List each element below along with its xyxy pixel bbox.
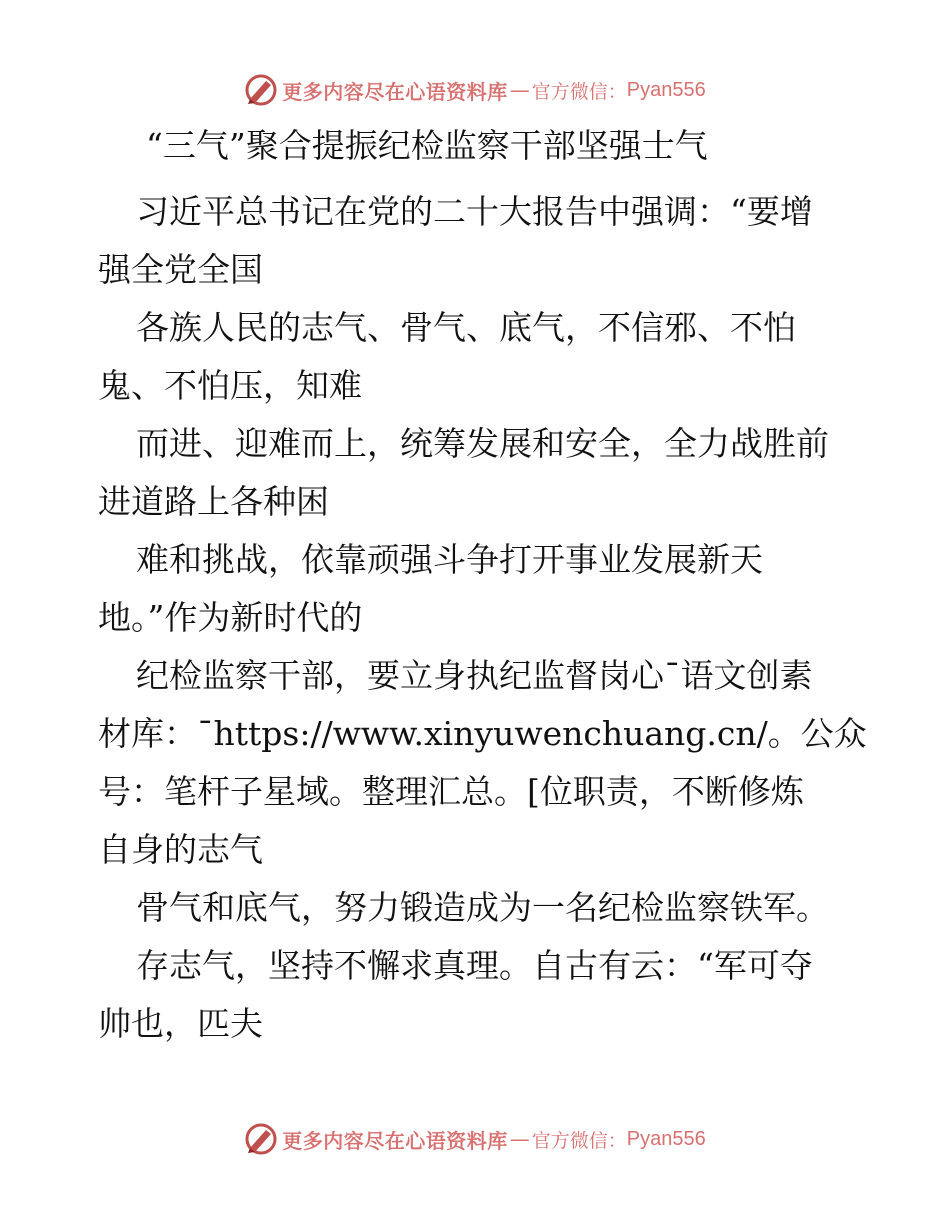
paragraph-line: 难和挑战，依靠顽强斗争打开事业发展新天: [136, 540, 763, 579]
paragraph-line: 地。”作为新时代的: [98, 598, 363, 637]
paragraph: [98, 531, 858, 647]
header-banner: [0, 70, 950, 110]
banner-wechat-label: 官方微信：: [531, 1129, 627, 1152]
paragraph-line: 自身的志气: [98, 830, 263, 869]
paragraph: [98, 879, 858, 937]
paragraph-line: 强全党全国: [98, 250, 263, 289]
paragraph-line: 鬼、不怕压，知难: [98, 366, 362, 405]
banner-separator: —: [509, 1127, 530, 1151]
banner-wechat-id: Pyan556: [626, 78, 706, 101]
paragraph-line: 习近平总书记在党的二十大报告中强调：“要增: [136, 192, 813, 231]
paragraph: [98, 937, 858, 1053]
document-title: “三气”聚合提振纪检监察干部坚强士气: [146, 126, 708, 165]
paragraph-line: 而进、迎难而上，统筹发展和安全，全力战胜前: [136, 424, 829, 463]
paragraph-line: 骨气和底气，努力锻造成为一名纪检监察铁军。: [136, 888, 829, 927]
pen-logo-icon: [244, 1122, 278, 1156]
banner-wechat-label: 官方微信：: [531, 80, 627, 103]
paragraph-line: 存志气，坚持不懈求真理。自古有云：“军可夺: [136, 946, 813, 985]
paragraph-line: 帅也，匹夫: [98, 1004, 263, 1043]
document-body: [98, 126, 867, 1053]
paragraph-line: 号：笔杆子星域。整理汇总。[位职责，不断修炼: [98, 772, 804, 811]
paragraph: [98, 299, 858, 415]
banner-site-text: 更多内容尽在心语资料库: [282, 79, 508, 104]
paragraph: [98, 183, 858, 299]
paragraph: [98, 415, 858, 531]
paragraph-line: 材库：¯https://www.xinyuwenchuang.cn/。公众: [98, 714, 867, 753]
pen-logo-icon: [244, 73, 278, 107]
banner-site-text: 更多内容尽在心语资料库: [282, 1128, 508, 1153]
paragraph-line: 进道路上各种困: [98, 482, 329, 521]
paragraph: [98, 647, 867, 879]
banner-wechat-id: Pyan556: [626, 1127, 706, 1150]
paragraph-line: 各族人民的志气、骨气、底气，不信邪、不怕: [136, 308, 796, 347]
banner-separator: —: [509, 78, 530, 102]
paragraph-line: 纪检监察干部，要立身执纪监督岗心¯语文创素: [136, 656, 813, 695]
footer-banner: [0, 1119, 950, 1159]
